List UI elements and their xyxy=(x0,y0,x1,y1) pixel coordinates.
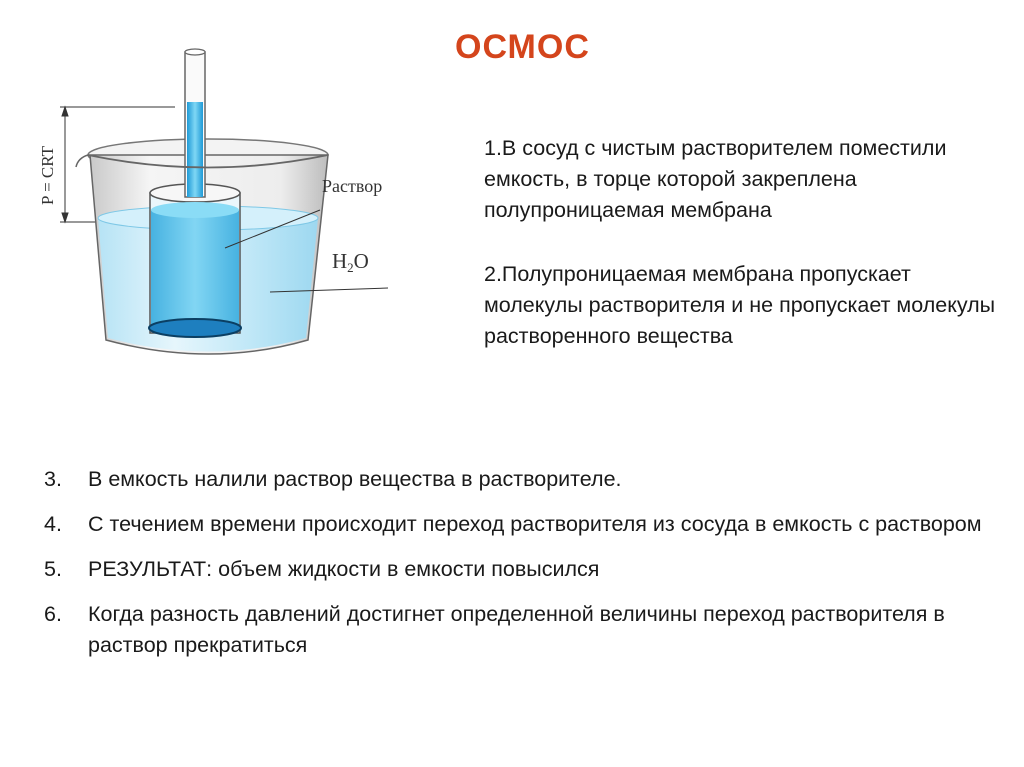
steps-list xyxy=(44,464,1014,675)
water-label: H2O xyxy=(332,249,369,275)
list-item xyxy=(44,599,1014,661)
step-number: 6. xyxy=(44,602,62,626)
step-text: В емкость налили раствор вещества в растворителе. xyxy=(88,467,622,491)
step-text: РЕЗУЛЬТАТ: объем жидкости в емкости повысился xyxy=(88,557,600,581)
step-number: 3. xyxy=(44,467,62,491)
solution-label: Раствор xyxy=(322,176,383,196)
osmosis-beaker-diagram xyxy=(20,40,430,390)
list-item xyxy=(44,509,1014,540)
step-text: Когда разность давлений достигнет определенной величины переход растворителя в раствор прекратиться xyxy=(88,602,945,657)
step-number: 4. xyxy=(44,512,62,536)
intro-paragraph-1: 1.В сосуд с чистым растворителем поместили емкость, в торце которой закреплена полупроницаемая мембрана xyxy=(484,136,947,222)
intro-paragraph-2: 2.Полупроницаемая мембрана пропускает молекулы растворителя и не пропускает молекулы растворенного вещества xyxy=(484,262,996,348)
slide-title: ОСМОС xyxy=(455,28,590,66)
capillary-tube xyxy=(185,49,205,197)
step-text: С течением времени происходит переход растворителя из сосуда в емкость с раствором xyxy=(88,512,982,536)
pressure-label: P = CRT xyxy=(38,146,57,205)
inner-vessel xyxy=(149,184,241,337)
list-item xyxy=(44,464,1014,495)
step-number: 5. xyxy=(44,557,62,581)
list-item xyxy=(44,554,1014,585)
intro-block xyxy=(484,133,1004,385)
